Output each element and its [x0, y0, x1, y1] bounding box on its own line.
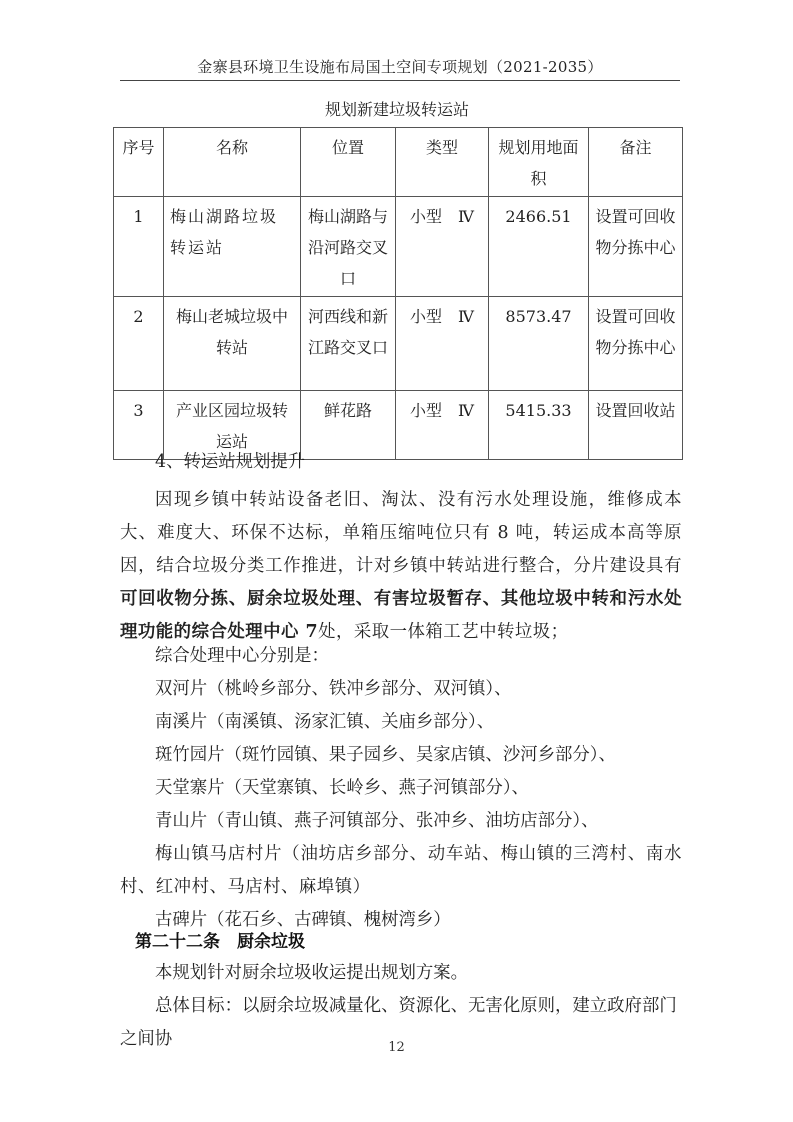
column-header: 位置 — [301, 128, 396, 197]
cell-area: 5415.33 — [489, 391, 589, 460]
center-item: 斑竹园片（斑竹园镇、果子园乡、吴家店镇、沙河乡部分）、 — [155, 745, 616, 765]
cell-no: 3 — [114, 391, 164, 460]
center-item: 双河片（桃岭乡部分、铁冲乡部分、双河镇）、 — [155, 679, 512, 699]
cell-note: 设置可回收物分拣中心 — [589, 297, 683, 391]
subsection-heading: 4、转运站规划提升 — [155, 452, 306, 472]
table-row — [114, 197, 683, 297]
cell-type: 小型 Ⅳ — [396, 391, 489, 460]
table-caption: 规划新建垃圾转运站 — [324, 100, 469, 119]
column-header: 类型 — [396, 128, 489, 197]
cell-area: 8573.47 — [489, 297, 589, 391]
page-number: 12 — [388, 1040, 405, 1055]
article-heading: 第二十二条 厨余垃圾 — [135, 932, 305, 952]
column-header: 序号 — [114, 128, 164, 197]
header-rule — [120, 80, 680, 81]
section-heading — [120, 446, 682, 479]
center-item: 青山片（青山镇、燕子河镇部分、张冲乡、油坊店部分）、 — [155, 811, 599, 831]
center-item: 天堂寨片（天堂寨镇、长岭乡、燕子河镇部分）、 — [155, 778, 529, 798]
cell-name: 梅山湖路垃圾转运站 — [164, 197, 301, 297]
cell-type: 小型 Ⅳ — [396, 197, 489, 297]
cell-name: 梅山老城垃圾中转站 — [164, 297, 301, 391]
cell-location: 鲜花路 — [301, 391, 396, 460]
centers-list — [120, 640, 682, 937]
paragraph-text — [120, 484, 682, 649]
centers-intro: 综合处理中心分别是： — [155, 646, 329, 666]
column-header: 规划用地面积 — [489, 128, 589, 197]
center-item: 梅山镇马店村片（油坊店乡部分、动车站、梅山镇的三湾村、南水村、红冲村、马店村、麻埠镇） — [120, 844, 682, 897]
cell-no: 1 — [114, 197, 164, 297]
paragraph-text-plain: 因现乡镇中转站设备老旧、淘汰、没有污水处理设施，维修成本大、难度大、环保不达标，单箱压缩吨位只有 8 吨，转运成本高等原因，结合垃圾分类工作推进，计对乡镇中转站进行整合，分片建设具有 — [120, 490, 682, 576]
cell-location: 梅山湖路与沿河路交叉口 — [301, 197, 396, 297]
table-row — [114, 297, 683, 391]
cell-no: 2 — [114, 297, 164, 391]
cell-name: 产业区园垃圾转运站 — [164, 391, 301, 460]
cell-location: 河西线和新江路交叉口 — [301, 297, 396, 391]
running-header: 金寨县环境卫生设施布局国土空间专项规划（2021-2035） — [197, 58, 603, 76]
cell-type: 小型 Ⅳ — [396, 297, 489, 391]
paragraph-text-plain: 处，采取一体箱工艺中转垃圾； — [318, 622, 569, 642]
article-paragraph: 总体目标：以厨余垃圾减量化、资源化、无害化原则，建立政府部门之间协 — [120, 996, 677, 1049]
cell-note: 设置可回收物分拣中心 — [589, 197, 683, 297]
center-item: 南溪片（南溪镇、汤家汇镇、关庙乡部分）、 — [155, 712, 495, 732]
cell-area: 2466.51 — [489, 197, 589, 297]
column-header: 名称 — [164, 128, 301, 197]
body-paragraph — [120, 484, 682, 649]
column-header: 备注 — [589, 128, 683, 197]
article-paragraph: 本规划针对厨余垃圾收运提出规划方案。 — [155, 963, 469, 983]
center-item: 古碑片（花石乡、古碑镇、槐树湾乡） — [155, 910, 451, 930]
paragraph-text-bold: 可回收物分拣、厨余垃圾处理、有害垃圾暂存、其他垃圾中转和污水处理功能的综合处理中心 7 — [120, 589, 682, 642]
table-header-row — [114, 128, 683, 197]
cell-note: 设置回收站 — [589, 391, 683, 460]
transfer-station-table — [113, 127, 683, 460]
